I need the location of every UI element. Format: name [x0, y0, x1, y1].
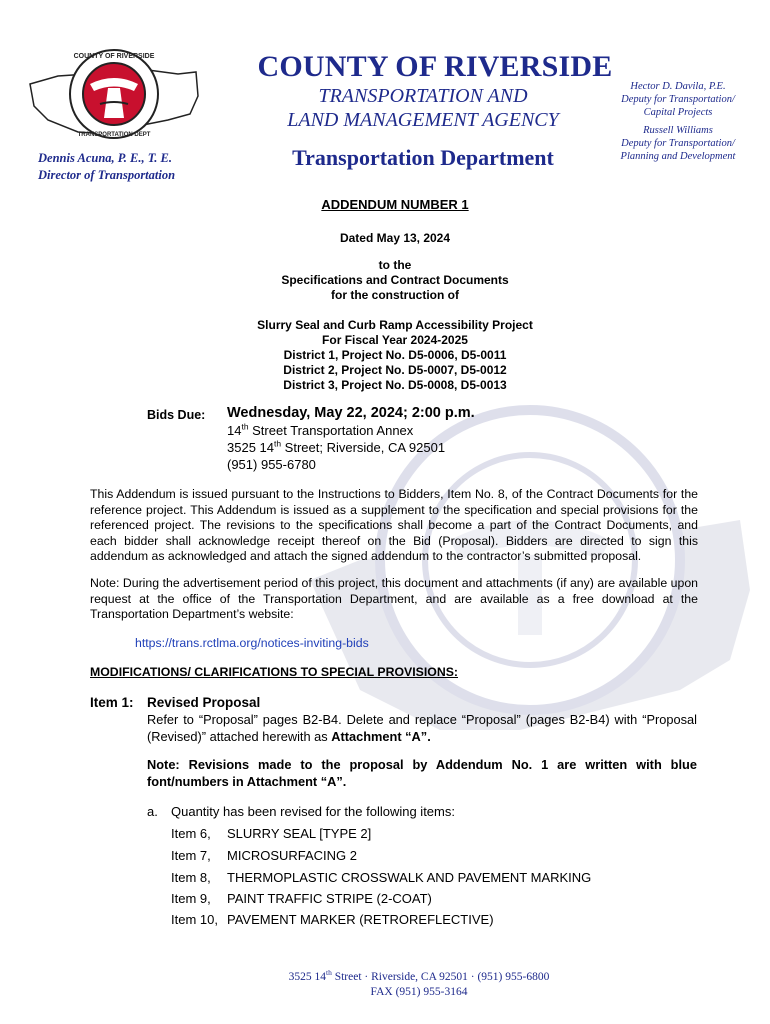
bids-phone: (951) 955-6780	[227, 457, 316, 472]
deputy2-title-2: Planning and Development	[620, 151, 736, 162]
note-paragraph: Note: During the advertisement period of this project, this document and attachments (if any) are available upon request at the office of the Transportation Department, and are available as a free download at the Transportation Department’s website:	[90, 576, 698, 621]
construction-line: for the construction of	[331, 288, 459, 302]
item1-text: Refer to “Proposal” pages B2-B4. Delete and replace “Proposal” (pages B2-B4) with “Proposal (Revised)” attached herewith as Attachment “A”.	[147, 712, 697, 744]
deputy2-block	[610, 124, 746, 163]
section-heading: MODIFICATIONS/ CLARIFICATIONS TO SPECIAL PROVISIONS:	[90, 665, 459, 679]
footer-fax: FAX (951) 955-3164	[370, 986, 468, 998]
sub-a-marker: a.	[147, 804, 158, 819]
list-item: Item 7, MICROSURFACING 2	[171, 848, 358, 863]
bids-due-datetime: Wednesday, May 22, 2024; 2:00 p.m.	[227, 405, 475, 421]
bids-website-link[interactable]: https://trans.rctlma.org/notices-inviting-bids	[135, 636, 369, 650]
item1-title: Revised Proposal	[147, 695, 261, 710]
item1-note: Note: Revisions made to the proposal by Addendum No. 1 are written with blue font/numbers in Attachment “A”.	[147, 757, 697, 789]
svg-text:COUNTY OF RIVERSIDE: COUNTY OF RIVERSIDE	[73, 53, 155, 60]
deputy1-block	[610, 80, 746, 119]
deputy2-name: Russell Williams	[643, 125, 713, 136]
deputy1-title-2: Capital Projects	[643, 107, 713, 118]
item1-label: Item 1:	[90, 695, 134, 710]
list-item: Item 8, THERMOPLASTIC CROSSWALK AND PAVEMENT MARKING	[171, 870, 592, 885]
director-name: Dennis Acuna, P. E., T. E.	[38, 151, 172, 165]
district-3: District 3, Project No. D5-0008, D5-0013	[283, 378, 507, 392]
department-name: Transportation Department	[292, 145, 554, 170]
intro-paragraph: This Addendum is issued pursuant to the Instructions to Bidders, Item No. 8, of the Contract Documents for the reference project. This Addendum is issued as a supplement to the specification and special provisions for the referenced project. The revisions to the specifications shall become a part of the Contract Documents, and each bidder shall acknowledge receipt thereof on the Bid (Proposal). Bidders are directed to sign this addendum as acknowledged and attach the signed addendum to the contractor’s submitted proposal.	[90, 487, 698, 563]
spec-line: Specifications and Contract Documents	[281, 273, 509, 287]
list-item: Item 10, PAVEMENT MARKER (RETROREFLECTIVE)	[171, 912, 494, 927]
list-item: Item 9, PAINT TRAFFIC STRIPE (2-COAT)	[171, 891, 432, 906]
deputy1-name: Hector D. Davila, P.E.	[630, 81, 726, 92]
director-title: Director of Transportation	[38, 168, 176, 182]
district-2: District 2, Project No. D5-0007, D5-0012	[283, 363, 507, 377]
sub-a-text: Quantity has been revised for the following items:	[171, 804, 455, 819]
to-the: to the	[378, 258, 412, 272]
fiscal-year: For Fiscal Year 2024-2025	[322, 333, 468, 347]
project-name: Slurry Seal and Curb Ramp Accessibility Project	[257, 318, 533, 332]
director-block	[38, 150, 175, 184]
deputy1-title-1: Deputy for Transportation/	[621, 94, 735, 105]
bids-due-label: Bids Due:	[147, 408, 206, 422]
footer-address: 3525 14th Street · Riverside, CA 92501 · (951) 955-6800	[288, 968, 550, 983]
district-1: District 1, Project No. D5-0006, D5-0011	[283, 348, 507, 362]
bids-address: 3525 14th Street; Riverside, CA 92501	[227, 438, 446, 455]
addendum-date: Dated May 13, 2024	[339, 231, 451, 245]
addendum-title: ADDENDUM NUMBER 1	[321, 197, 469, 212]
deputy2-title-1: Deputy for Transportation/	[621, 138, 735, 149]
svg-text:TRANSPORTATION DEPT: TRANSPORTATION DEPT	[77, 132, 151, 138]
bids-location: 14th Street Transportation Annex	[227, 421, 414, 438]
agency-sub-line-1: TRANSPORTATION AND	[318, 85, 528, 107]
list-item: Item 6, SLURRY SEAL [TYPE 2]	[171, 826, 372, 841]
agency-name: COUNTY OF RIVERSIDE	[257, 50, 613, 83]
agency-sub-line-2: LAND MANAGEMENT AGENCY	[287, 109, 559, 131]
